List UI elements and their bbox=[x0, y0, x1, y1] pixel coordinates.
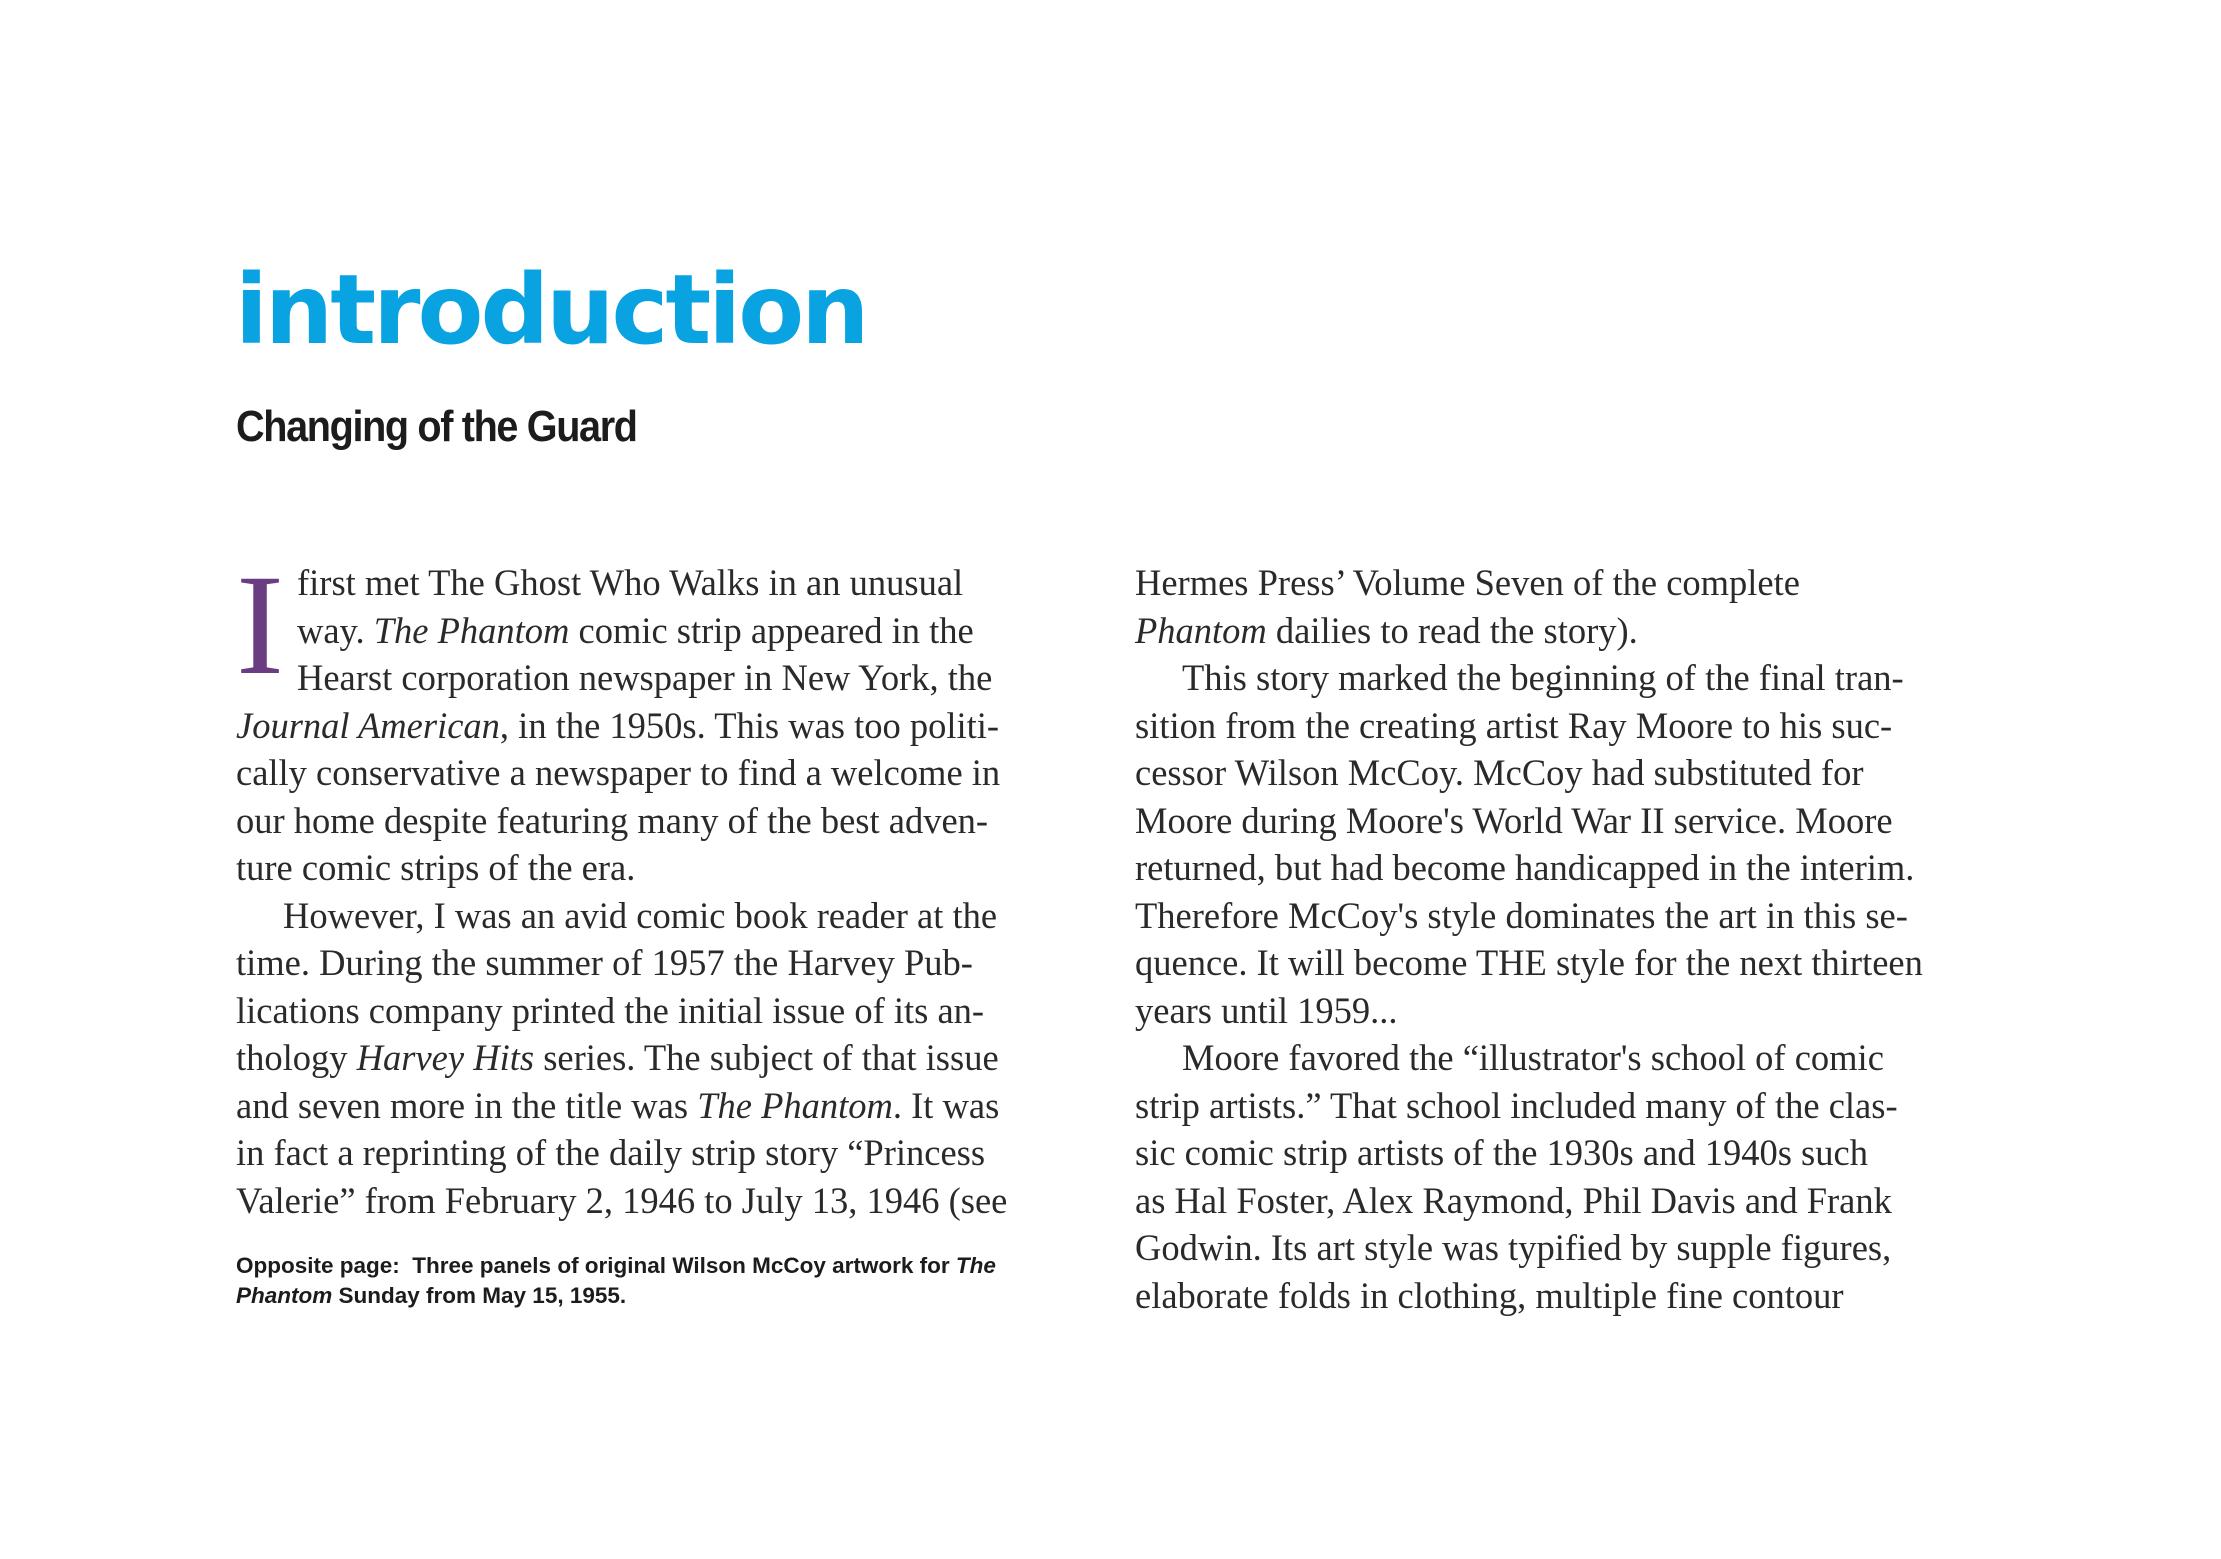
text-line: thology Harvey Hits series. The subject of that issue bbox=[236, 1037, 999, 1078]
caption-line: Opposite page: Three panels of original Wilson McCoy artwork for The bbox=[236, 1253, 996, 1278]
text-line: in fact a reprinting of the daily strip story “Princess bbox=[236, 1132, 986, 1173]
text-line: Journal American, in the 1950s. This was too politi- bbox=[236, 704, 1000, 746]
page-title: introduction bbox=[235, 254, 867, 366]
text-line: strip artists.” That school included many of the clas- bbox=[1135, 1084, 1898, 1126]
text-line: quence. It will become THE style for the next thirteen bbox=[1135, 942, 1923, 983]
paragraph-2 bbox=[236, 892, 1096, 1225]
text-line: first met The Ghost Who Walks in an unusual bbox=[297, 562, 964, 603]
text-line: way. The Phantom comic strip appeared in the bbox=[297, 609, 974, 651]
caption-line: Phantom Sunday from May 15, 1955. bbox=[236, 1283, 627, 1308]
left-column bbox=[236, 546, 1096, 1224]
right-column bbox=[1135, 559, 2005, 1319]
text-line: This story marked the beginning of the final tran- bbox=[1182, 657, 1904, 698]
text-line: years until 1959... bbox=[1135, 989, 1398, 1031]
text-line: ture comic strips of the era. bbox=[236, 847, 636, 888]
text-line: Moore during Moore's World War II service. Moore bbox=[1135, 799, 1893, 841]
paragraph-5 bbox=[1135, 1034, 2005, 1319]
text-line: cessor Wilson McCoy. McCoy had substituted for bbox=[1135, 752, 1864, 793]
text-line: sic comic strip artists of the 1930s and 1940s such bbox=[1135, 1132, 1868, 1173]
text-line: elaborate folds in clothing, multiple fine contour bbox=[1135, 1274, 1844, 1316]
text-line: Therefore McCoy's style dominates the art in this se- bbox=[1135, 894, 1908, 936]
text-line: sition from the creating artist Ray Moore to his suc- bbox=[1135, 704, 1893, 746]
image-caption bbox=[236, 1251, 1096, 1311]
paragraph-3 bbox=[1135, 559, 2005, 654]
text-line: Hermes Press’ Volume Seven of the complete bbox=[1135, 562, 1800, 603]
text-line: cally conservative a newspaper to find a welcome in bbox=[236, 752, 1001, 793]
text-line: Hearst corporation newspaper in New York, the bbox=[297, 657, 993, 698]
drop-cap: I bbox=[236, 546, 284, 705]
text-line: Phantom dailies to read the story). bbox=[1135, 609, 1638, 651]
text-line: Moore favored the “illustrator's school of comic bbox=[1182, 1037, 1884, 1078]
text-line: time. During the summer of 1957 the Harvey Pub- bbox=[236, 942, 973, 983]
text-line: lications company printed the initial issue of its an- bbox=[236, 989, 985, 1031]
text-line: Valerie” from February 2, 1946 to July 13, 1946 (see bbox=[236, 1179, 1008, 1221]
page-subtitle: Changing of the Guard bbox=[236, 402, 637, 451]
text-line: Godwin. Its art style was typified by supple figures, bbox=[1135, 1227, 1892, 1268]
text-line: our home despite featuring many of the best adven- bbox=[236, 799, 989, 841]
paragraph-4 bbox=[1135, 654, 2005, 1034]
text-line: However, I was an avid comic book reader at the bbox=[283, 894, 998, 936]
paragraph-1 bbox=[236, 546, 1096, 892]
text-line: and seven more in the title was The Phantom. It was bbox=[236, 1084, 1000, 1126]
text-line: returned, but had become handicapped in the interim. bbox=[1135, 847, 1915, 888]
text-line: as Hal Foster, Alex Raymond, Phil Davis and Frank bbox=[1135, 1179, 1892, 1221]
